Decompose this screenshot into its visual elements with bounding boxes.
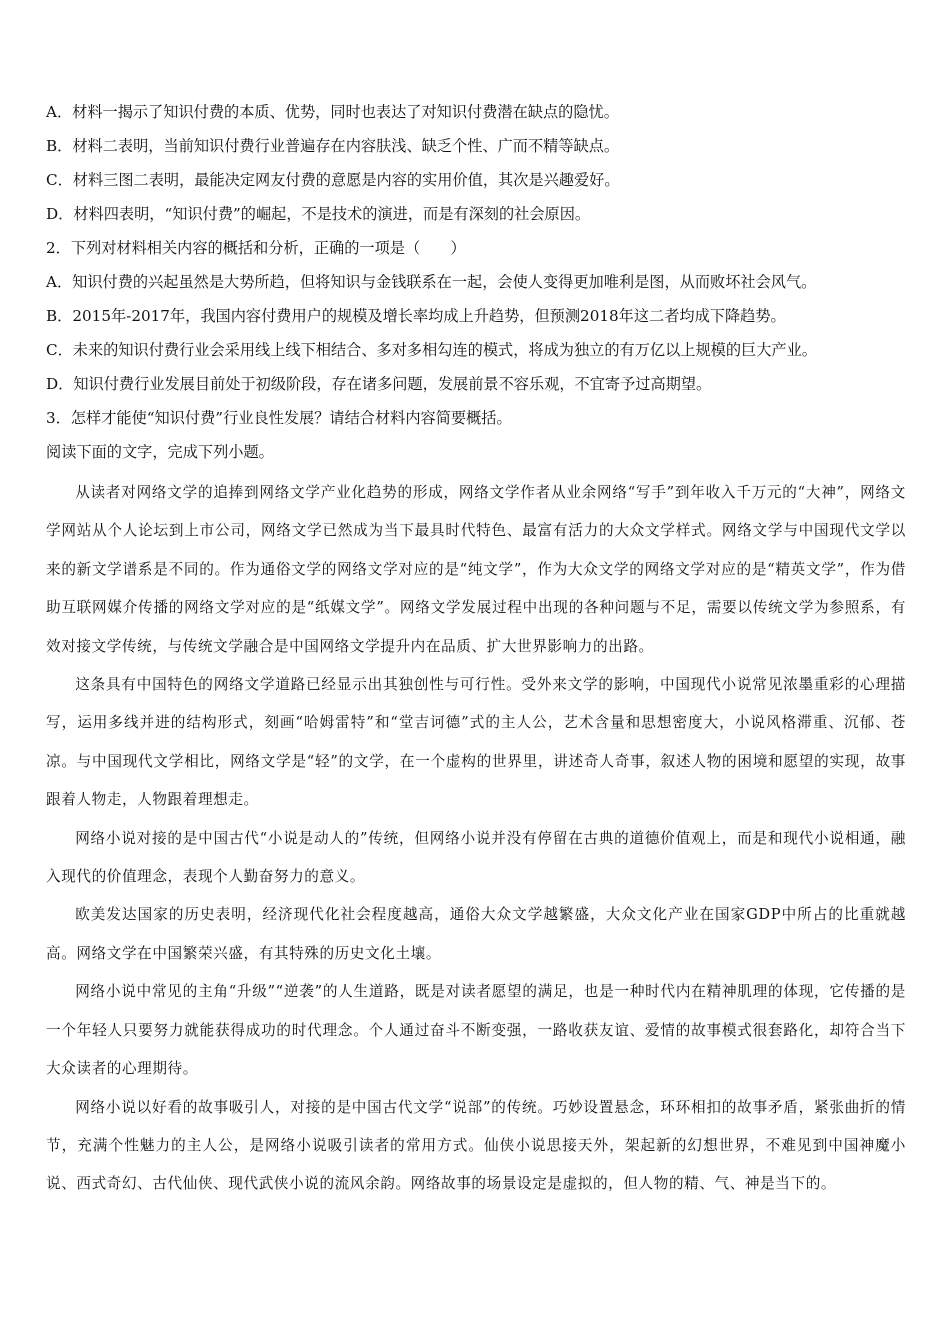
q2-stem: 2．下列对材料相关内容的概括和分析，正确的一项是（ ） [46, 239, 466, 257]
q2-option-a: A．知识付费的兴起虽然是大势所趋，但将知识与金钱联系在一起，会使人变得更加唯利是图，从而败坏社会风气。 [46, 273, 817, 291]
reading-passage [46, 474, 906, 1204]
q2-option-b: B．2015年-2017年，我国内容付费用户的规模及增长率均成上升趋势，但预测2018年这二者均成下降趋势。 [46, 307, 786, 325]
passage-paragraph-2: 这条具有中国特色的网络文学道路已经显示出其独创性与可行性。受外来文学的影响，中国现代小说常见浓墨重彩的心理描写，运用多线并进的结构形式，刻画“哈姆雷特”和“堂吉诃德”式的主人公，艺术含量和思想密度大，小说风格滞重、沉郁、苍凉。与中国现代文学相比，网络文学是“轻”的文学，在一个虚构的世界里，讲述奇人奇事，叙述人物的困境和愿望的实现，故事跟着人物走，人物跟着理想走。 [46, 676, 906, 809]
passage-paragraph-5: 网络小说中常见的主角“升级”“逆袭”的人生道路，既是对读者愿望的满足，也是一种时代内在精神肌理的体现，它传播的是一个年轻人只要努力就能获得成功的时代理念。个人通过奋斗不断变强，一路收获友谊、爱情的故事模式很套路化，却符合当下大众读者的心理期待。 [46, 983, 906, 1078]
q1-option-d: D．材料四表明，“知识付费”的崛起，不是技术的演进，而是有深刻的社会原因。 [46, 205, 591, 223]
q2-option-d: D．知识付费行业发展目前处于初级阶段，存在诸多问题，发展前景不容乐观，不宜寄予过高期望。 [46, 375, 712, 393]
q1-option-a: A．材料一揭示了知识付费的本质、优势，同时也表达了对知识付费潜在缺点的隐忧。 [46, 103, 619, 121]
passage-paragraph-3: 网络小说对接的是中国古代“小说是动人的”传统，但网络小说并没有停留在古典的道德价值观上，而是和现代小说相通，融入现代的价值理念，表现个人勤奋努力的意义。 [46, 829, 906, 886]
passage-paragraph-6: 网络小说以好看的故事吸引人，对接的是中国古代文学“说部”的传统。巧妙设置悬念，环环相扣的故事矛盾，紧张曲折的情节，充满个性魅力的主人公，是网络小说吸引读者的常用方式。仙侠小说思接天外，架起新的幻想世界，不难见到中国神魔小说、西式奇幻、古代仙侠、现代武侠小说的流风余韵。网络故事的场景设定是虚拟的，但人物的精、气、神是当下的。 [46, 1098, 906, 1193]
q1-option-b: B．材料二表明，当前知识付费行业普遍存在内容肤浅、缺乏个性、广而不精等缺点。 [46, 137, 620, 155]
q3-stem: 3．怎样才能使“知识付费”行业良性发展？请结合材料内容简要概括。 [46, 409, 512, 427]
q2-option-c: C．未来的知识付费行业会采用线上线下相结合、多对多相勾连的模式，将成为独立的有万亿以上规模的巨大产业。 [46, 341, 817, 359]
q1-option-c: C．材料三图二表明，最能决定网友付费的意愿是内容的实用价值，其次是兴趣爱好。 [46, 171, 620, 189]
reading-instruction: 阅读下面的文字，完成下列小题。 [46, 443, 274, 461]
passage-paragraph-1: 从读者对网络文学的追捧到网络文学产业化趋势的形成，网络文学作者从业余网络“写手”到年收入千万元的“大神”，网络文学网站从个人论坛到上市公司，网络文学已然成为当下最具时代特色、最富有活力的大众文学样式。网络文学与中国现代文学以来的新文学谱系是不同的。作为通俗文学的网络文学对应的是“纯文学”，作为大众文学的网络文学对应的是“精英文学”，作为借助互联网媒介传播的网络文学对应的是“纸媒文学”。网络文学发展过程中出现的各种问题与不足，需要以传统文学为参照系，有效对接文学传统，与传统文学融合是中国网络文学提升内在品质、扩大世界影响力的出路。 [46, 484, 906, 655]
passage-paragraph-4: 欧美发达国家的历史表明，经济现代化社会程度越高，通俗大众文学越繁盛，大众文化产业在国家GDP中所占的比重就越高。网络文学在中国繁荣兴盛，有其特殊的历史文化土壤。 [46, 906, 906, 962]
